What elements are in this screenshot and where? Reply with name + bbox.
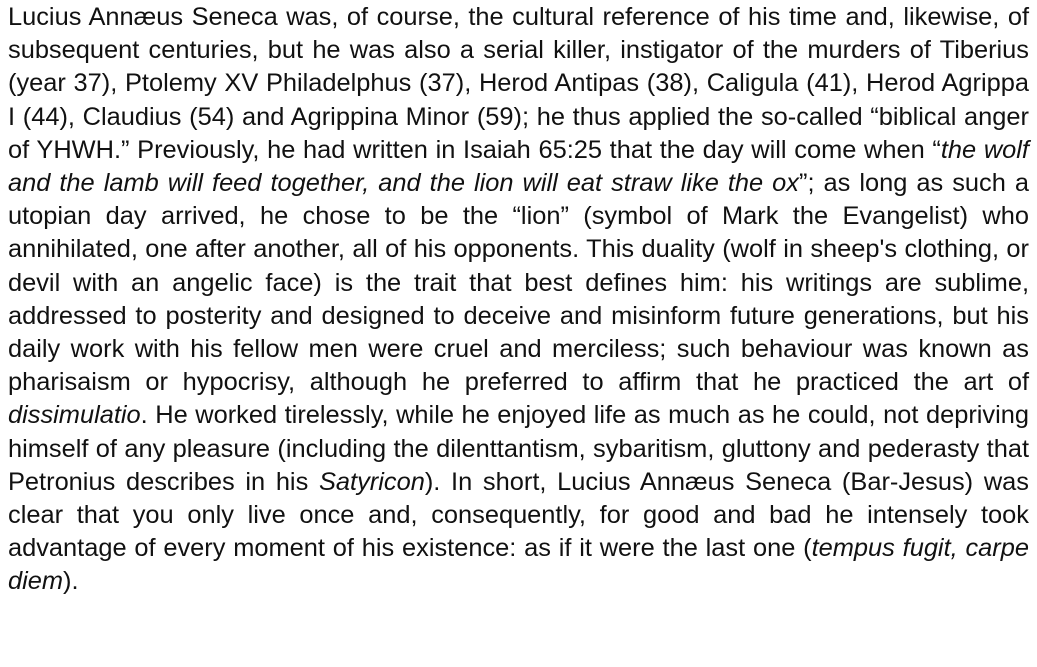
text-segment: ). — [63, 567, 79, 596]
text-segment: . He worked tirelessly, while he enjoyed life as much as he could, not depriving himself of any pleasure (including the dilenttantism, sybaritism, gluttony and pederasty that Petronius describes in his — [8, 401, 1029, 496]
text-segment: Lucius Annæus Seneca was, of course, the cultural reference of his time and, likewise, of subsequent centuries, but he was also a serial killer, instigator of the murders of Tiberius (year 37), Ptolemy XV Philadelphus (37), Herod Antipas (38), Caligula (41), Herod Agrippa I (44), Claudius (54) and Agrippina Minor (59); he thus applied the so-called “biblical anger of YHWH.” Previously, he had written in Isaiah 65:25 that the day will come when “ — [8, 3, 1029, 164]
italic-phrase-segment: tempus fugit, carpe diem — [8, 534, 1029, 596]
text-segment: ”; as long as such a utopian day arrived, he chose to be the “lion” (symbol of Mark the Evangelist) who annihilated, one after another, all of his opponents. This duality (wolf in sheep's clothing, or devil with an angelic face) is the trait that best defines him: his writings are sublime, addressed to posterity and designed to deceive and misinform future generations, but his daily work with his fellow men were cruel and merciless; such behaviour was known as pharisaism or hypocrisy, although he preferred to affirm that he practiced the art of — [8, 169, 1029, 397]
italic-term-segment: dissimulatio — [8, 401, 141, 430]
body-paragraph — [8, 1, 1029, 599]
text-segment: ). In short, Lucius Annæus Seneca (Bar-Jesus) was clear that you only live once and, consequently, for good and bad he intensely took advantage of every moment of his existence: as if it were the last one ( — [8, 467, 1029, 563]
italic-quote-segment: the wolf and the lamb will feed together, and the lion will eat straw like the ox — [8, 135, 1029, 198]
italic-title-segment: Satyricon — [318, 467, 425, 496]
